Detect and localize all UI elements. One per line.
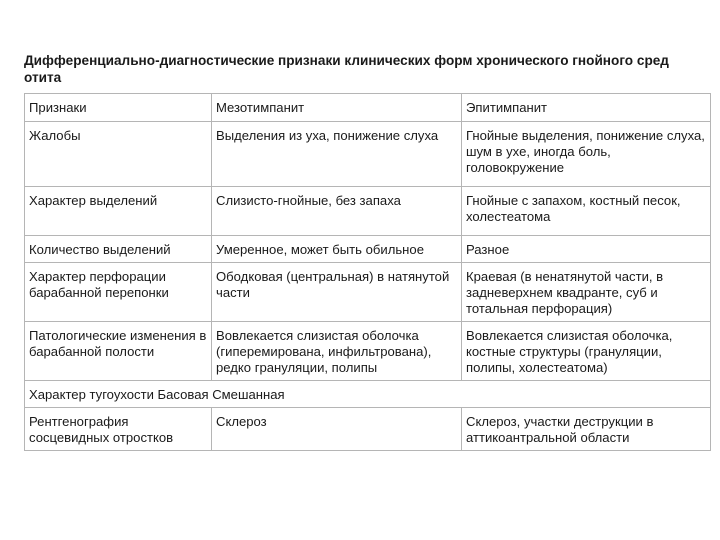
table-cell: Склероз, участки деструкции в аттикоантральной области xyxy=(461,407,711,451)
table-cell: Выделения из уха, понижение слуха xyxy=(211,121,461,186)
table-row xyxy=(24,235,711,262)
table-cell: Разное xyxy=(461,235,711,262)
page-title xyxy=(24,52,720,86)
table-cell: Умеренное, может быть обильное xyxy=(211,235,461,262)
table-cell: Вовлекается слизистая оболочка, костные структуры (грануляции, полипы, холестеатома) xyxy=(461,321,711,380)
table-cell: Количество выделений xyxy=(24,235,211,262)
table-header-row xyxy=(24,93,711,121)
table-cell: Склероз xyxy=(211,407,461,451)
table-row xyxy=(24,321,711,380)
table-row xyxy=(24,121,711,186)
diagnostic-table xyxy=(24,93,711,451)
table-cell: Патологические изменения в барабанной полости xyxy=(24,321,211,380)
table-row-merged xyxy=(24,380,711,407)
table-cell: Жалобы xyxy=(24,121,211,186)
table-cell: Гнойные с запахом, костный песок, холестеатома xyxy=(461,186,711,235)
merged-cell-hearing-loss: Характер тугоухости Басовая Смешанная xyxy=(24,380,711,407)
table-cell: Слизисто-гнойные, без запаха xyxy=(211,186,461,235)
header-cell-features: Признаки xyxy=(24,93,211,121)
header-cell-epitympanitis: Эпитимпанит xyxy=(461,93,711,121)
table-cell: Краевая (в ненатянутой части, в задневерхнем квадранте, суб и тотальная перфорация) xyxy=(461,262,711,321)
table-row xyxy=(24,407,711,451)
header-cell-mesotympanitis: Мезотимпанит xyxy=(211,93,461,121)
table-cell: Характер перфорации барабанной перепонки xyxy=(24,262,211,321)
table-cell: Вовлекается слизистая оболочка (гиперемирована, инфильтрована), редко грануляции, полипы xyxy=(211,321,461,380)
table-cell: Рентгенография сосцевидных отростков xyxy=(24,407,211,451)
table-cell: Гнойные выделения, понижение слуха, шум в ухе, иногда боль, головокружение xyxy=(461,121,711,186)
table-cell: Характер выделений xyxy=(24,186,211,235)
page-title-line-2: отита xyxy=(24,70,62,85)
table-row xyxy=(24,186,711,235)
table-row xyxy=(24,262,711,321)
page-title-line-1: Дифференциально-диагностические признаки клинических форм хронического гнойного сред xyxy=(24,53,669,68)
table-cell: Ободковая (центральная) в натянутой части xyxy=(211,262,461,321)
